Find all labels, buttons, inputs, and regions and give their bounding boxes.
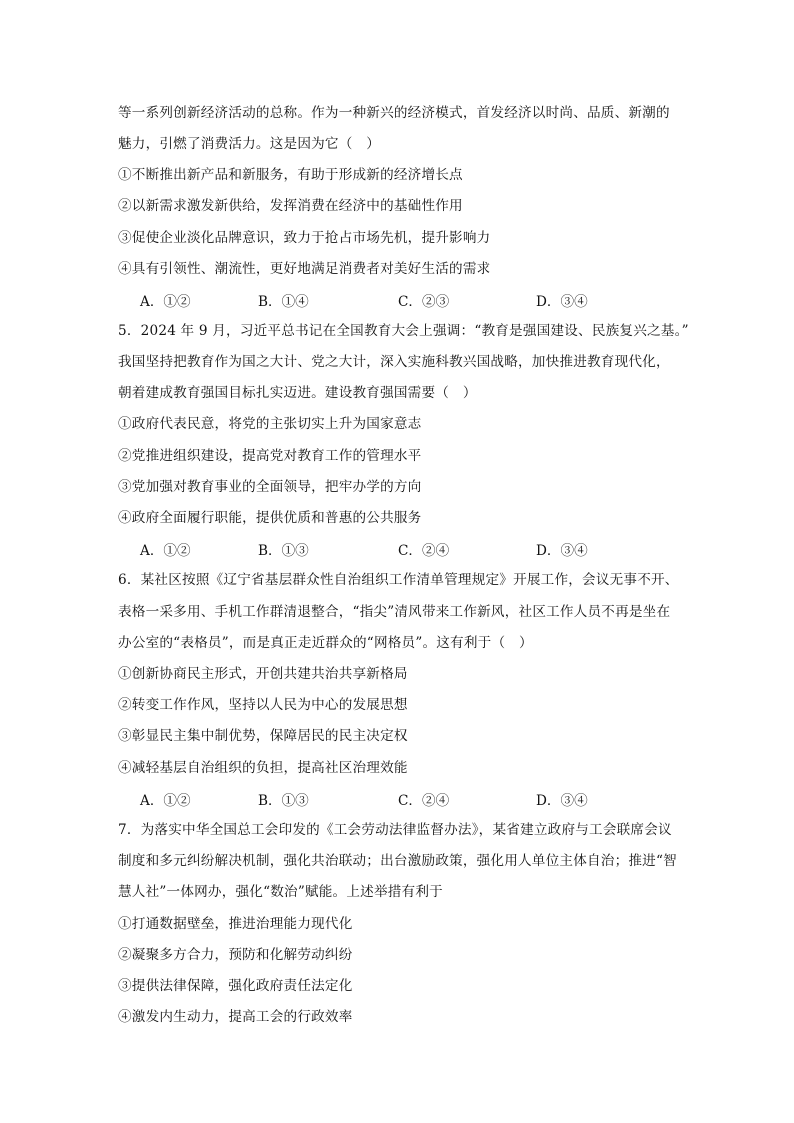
choice-c: C．②④ [398, 543, 450, 559]
q4-option-1: ①不断推出新产品和新服务，有助于形成新的经济增长点 [118, 167, 463, 183]
q5-stem-line: 我国坚持把教育作为国之大计、党之大计，深入实施科教兴国战略，加快推进教育现代化， [118, 354, 670, 370]
q6-option-3: ③彰显民主集中制优势，保障居民的民主决定权 [118, 728, 408, 744]
choice-d: D．③④ [536, 543, 588, 559]
q4-option-4: ④具有引领性、潮流性，更好地满足消费者对美好生活的需求 [118, 261, 491, 277]
q5-option-4: ④政府全面履行职能，提供优质和普惠的公共服务 [118, 510, 422, 526]
q7-stem-line: 7．为落实中华全国总工会印发的《工会劳动法律监督办法》，某省建立政府与工会联席会议 [118, 822, 672, 838]
q7-stem-line: 制度和多元纠纷解决机制，强化共治联动；出台激励政策，强化用人单位主体自治；推进“智 [118, 853, 677, 869]
choice-c: C．②③ [398, 294, 450, 310]
choice-d: D．③④ [536, 793, 588, 809]
q5-option-1: ①政府代表民意，将党的主张切实上升为国家意志 [118, 416, 422, 432]
q6-stem-line: 办公室的“表格员”，而是真正走近群众的“网格员”。这有利于（ ） [118, 635, 533, 651]
q4-stem-line: 等一系列创新经济活动的总称。作为一种新兴的经济模式，首发经济以时尚、品质、新潮的 [118, 105, 670, 121]
q6-option-4: ④减轻基层自治组织的负担，提高社区治理效能 [118, 760, 408, 776]
q6-choices [140, 789, 660, 809]
q5-stem-line: 5．2024 年 9 月，习近平总书记在全国教育大会上强调：“教育是强国建设、民族复兴之基。” [118, 323, 689, 339]
choice-b: B．①③ [258, 793, 309, 809]
q4-option-2: ②以新需求激发新供给，发挥消费在经济中的基础性作用 [118, 198, 463, 214]
q7-option-4: ④激发内生动力，提高工会的行政效率 [118, 1009, 353, 1025]
choice-d: D．③④ [536, 294, 588, 310]
q5-stem-line: 朝着建成教育强国目标扎实迈进。建设教育强国需要（ ） [118, 385, 477, 401]
q6-option-1: ①创新协商民主形式，开创共建共治共享新格局 [118, 666, 408, 682]
q6-option-2: ②转变工作作风，坚持以人民为中心的发展思想 [118, 697, 408, 713]
q4-stem-line: 魅力，引燃了消费活力。这是因为它（ ） [118, 136, 381, 152]
choice-a: A．①② [140, 793, 191, 809]
q5-choices [140, 539, 660, 559]
q7-option-3: ③提供法律保障，强化政府责任法定化 [118, 978, 353, 994]
choice-c: C．②④ [398, 793, 450, 809]
q6-stem-line: 6．某社区按照《辽宁省基层群众性自治组织工作清单管理规定》开展工作，会议无事不开、 [118, 572, 679, 588]
q5-option-3: ③党加强对教育事业的全面领导，把牢办学的方向 [118, 479, 422, 495]
choice-b: B．①③ [258, 543, 309, 559]
q5-option-2: ②党推进组织建设，提高党对教育工作的管理水平 [118, 448, 422, 464]
q7-option-2: ②凝聚多方合力，预防和化解劳动纠纷 [118, 947, 353, 963]
q4-choices [140, 290, 660, 310]
choice-b: B．①④ [258, 294, 309, 310]
q7-option-1: ①打通数据壁垒，推进治理能力现代化 [118, 916, 353, 932]
choice-a: A．①② [140, 543, 191, 559]
choice-a: A．①② [140, 294, 191, 310]
q4-option-3: ③促使企业淡化品牌意识，致力于抢占市场先机，提升影响力 [118, 230, 491, 246]
q7-stem-line: 慧人社”一体网办，强化“数治”赋能。上述举措有利于 [118, 884, 443, 900]
q6-stem-line: 表格一采多用、手机工作群清退整合，“指尖”清风带来工作新风，社区工作人员不再是坐在 [118, 604, 671, 620]
